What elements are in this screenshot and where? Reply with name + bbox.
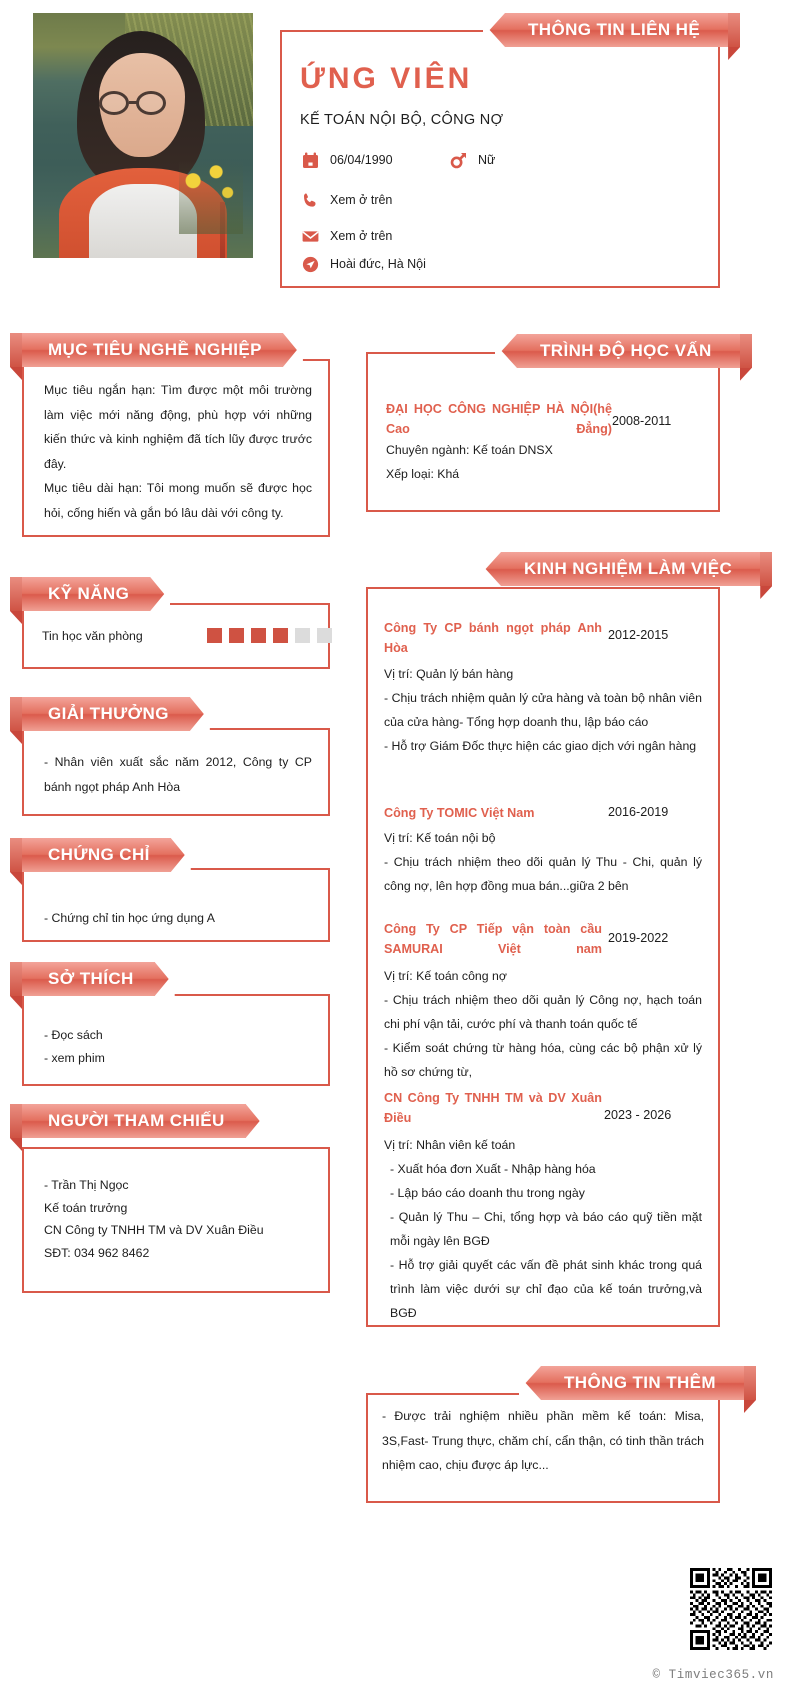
experience-period: 2012-2015 — [608, 628, 669, 642]
experience-duty: - Kiểm soát chứng từ hàng hóa, cùng các bộ phận xử lý hồ sơ chứng từ, — [384, 1040, 702, 1079]
awards-title: GIẢI THƯỞNG — [48, 704, 169, 723]
hobby-item: - xem phim — [44, 1050, 105, 1065]
contact-title: THÔNG TIN LIÊN HỆ — [528, 20, 701, 39]
experience-period: 2023 - 2026 — [604, 1108, 672, 1122]
reference-phone: SĐT: 034 962 8462 — [44, 1246, 150, 1261]
certificates-box — [22, 868, 330, 942]
experience-duty: - Chịu trách nhiệm theo dõi quản lý Công nợ, hạch toán chi phí vận tải, cước phí và thanh toán quốc tế — [384, 992, 702, 1031]
references-title-ribbon — [22, 1104, 265, 1138]
experience-header — [480, 552, 760, 586]
hobbies-body — [44, 1024, 312, 1069]
education-school: ĐẠI HỌC CÔNG NGHIỆP HÀ NỘI(hệ Cao Đẳng) — [386, 402, 612, 436]
reference-company: CN Công ty TNHH TM và DV Xuân Điều — [44, 1223, 264, 1238]
skills-header — [22, 577, 169, 611]
certificate-item: - Chứng chỉ tin học ứng dụng A — [44, 911, 215, 925]
experience-position: Vị trí: Kế toán nội bộ — [384, 831, 496, 845]
hobby-item: - Đọc sách — [44, 1028, 103, 1042]
birthday-row — [300, 150, 393, 170]
experience-company: Công Ty TOMIC Việt Nam — [384, 806, 535, 820]
gender-icon — [448, 150, 468, 170]
contact-header — [484, 13, 728, 47]
experience-entry — [384, 619, 602, 658]
experience-duty: - Hỗ trợ giải quyết các vấn đề phát sinh khác trong quá trình làm việc dưới sự chỉ đạo của kế toán trưởng,và BGĐ — [390, 1257, 702, 1320]
experience-detail — [384, 1134, 702, 1326]
experience-detail — [384, 663, 702, 759]
skill-dot — [229, 628, 244, 643]
education-grade: Xếp loại: Khá — [386, 467, 460, 481]
experience-duty: - Lập báo cáo doanh thu trong ngày — [390, 1185, 585, 1200]
location-send-icon — [300, 254, 320, 274]
experience-title-ribbon — [480, 552, 760, 586]
skill-level-dots — [207, 628, 332, 643]
contact-title-ribbon — [484, 13, 728, 47]
skill-dot — [317, 628, 332, 643]
email-value: Xem ở trên — [330, 229, 393, 243]
objective-title: MỤC TIÊU NGHỀ NGHIỆP — [48, 340, 262, 359]
education-entry — [386, 400, 612, 487]
education-period: 2008-2011 — [612, 414, 672, 428]
footer-credit: © Timviec365.vn — [652, 1668, 774, 1682]
references-title: NGƯỜI THAM CHIẾU — [48, 1111, 225, 1130]
experience-period: 2016-2019 — [608, 805, 669, 819]
skills-title-ribbon — [22, 577, 169, 611]
phone-icon — [300, 190, 320, 210]
objective-short-term: Mục tiêu ngắn hạn: Tìm được một môi trường làm việc mới năng động, phù hợp với những kiến thức và kinh nghiệm đã tích lũy được trước đây. — [44, 383, 312, 471]
address-row — [300, 254, 426, 274]
skill-dot — [207, 628, 222, 643]
education-title: TRÌNH ĐỘ HỌC VẤN — [540, 341, 712, 360]
skill-label: Tin học văn phòng — [42, 628, 143, 643]
experience-entry — [384, 804, 602, 824]
additional-item: - Được trải nghiệm nhiều phần mềm kế toán: Misa, 3S,Fast- Trung thực, chăm chí, cẩn thận, có tinh thần trách nhiệm cao, chịu được áp lực... — [382, 1409, 704, 1473]
candidate-name: ỨNG VIÊN — [300, 62, 473, 95]
reference-position: Kế toán trưởng — [44, 1200, 128, 1215]
experience-detail — [384, 827, 702, 899]
experience-position: Vị trí: Quản lý bán hàng — [384, 667, 514, 681]
experience-entry — [384, 920, 602, 959]
gender-value: Nữ — [478, 153, 496, 167]
experience-company: CN Công Ty TNHH TM và DV Xuân Điều — [384, 1091, 602, 1125]
experience-duty: - Hỗ trợ Giám Đốc thực hiện các giao dịch với ngân hàng — [384, 738, 697, 753]
experience-duty: - Chịu trách nhiệm theo dõi quản lý Thu - Chi, quản lý công nợ, lên hợp đồng mua bán...giữa 2 bên — [384, 854, 702, 893]
certificates-header — [22, 838, 190, 872]
objective-title-ribbon — [22, 333, 302, 367]
award-item: - Nhân viên xuất sắc năm 2012, Công ty CP bánh ngọt pháp Anh Hòa — [44, 755, 312, 794]
references-body — [44, 1174, 322, 1265]
hobbies-title-ribbon — [22, 962, 174, 996]
skill-item — [42, 628, 332, 643]
awards-title-ribbon — [22, 697, 209, 731]
awards-body — [44, 750, 312, 799]
additional-body — [382, 1404, 704, 1478]
certificates-body — [44, 906, 312, 931]
calendar-icon — [300, 150, 320, 170]
experience-position: Vị trí: Nhân viên kế toán — [384, 1138, 516, 1152]
hobbies-title: SỞ THÍCH — [48, 969, 134, 988]
experience-period: 2019-2022 — [608, 931, 669, 945]
phone-row — [300, 190, 392, 210]
experience-position: Vị trí: Kế toán công nợ — [384, 969, 507, 983]
hobbies-header — [22, 962, 174, 996]
skills-title: KỸ NĂNG — [48, 584, 130, 603]
experience-duty: - Xuất hóa đơn Xuất - Nhập hàng hóa — [390, 1161, 596, 1176]
experience-duty: - Quản lý Thu – Chi, tổng hợp và báo cáo quỹ tiền mặt mỗi ngày lên BGĐ — [390, 1209, 702, 1248]
education-header — [496, 334, 740, 368]
envelope-icon — [300, 226, 320, 246]
additional-header — [520, 1366, 744, 1400]
gender-row — [448, 150, 495, 170]
certificates-title-ribbon — [22, 838, 190, 872]
education-major: Chuyên ngành: Kế toán DNSX — [386, 443, 553, 458]
experience-company: Công Ty CP Tiếp vận toàn cầu SAMURAI Việt nam — [384, 922, 602, 956]
additional-title-ribbon — [520, 1366, 744, 1400]
skill-dot — [273, 628, 288, 643]
qr-code — [690, 1568, 772, 1650]
candidate-job-title: KẾ TOÁN NỘI BỘ, CÔNG NỢ — [300, 112, 504, 128]
education-title-ribbon — [496, 334, 740, 368]
objective-long-term: Mục tiêu dài hạn: Tôi mong muốn sẽ được học hỏi, cống hiến và gắn bó lâu dài với công ty. — [44, 481, 312, 520]
birthday-value: 06/04/1990 — [330, 153, 393, 167]
objective-header — [22, 333, 302, 367]
experience-company: Công Ty CP bánh ngọt pháp Anh Hòa — [384, 621, 602, 655]
address-value: Hoài đức, Hà Nội — [330, 257, 426, 271]
experience-duty: - Chịu trách nhiệm quản lý cửa hàng và toàn bộ nhân viên của cửa hàng- Tổng hợp doanh thu, lập báo cáo — [384, 690, 702, 729]
awards-header — [22, 697, 209, 731]
experience-detail — [384, 965, 702, 1085]
candidate-photo — [33, 13, 253, 258]
skill-dot — [251, 628, 266, 643]
objective-body — [44, 378, 312, 526]
phone-value: Xem ở trên — [330, 193, 393, 207]
reference-name: - Trần Thị Ngọc — [44, 1178, 129, 1192]
experience-entry — [384, 1089, 602, 1128]
additional-title: THÔNG TIN THÊM — [564, 1373, 716, 1392]
email-row — [300, 226, 392, 246]
references-header — [22, 1104, 265, 1138]
skill-dot — [295, 628, 310, 643]
experience-title: KINH NGHIỆM LÀM VIỆC — [524, 559, 733, 578]
certificates-title: CHỨNG CHỈ — [48, 845, 150, 864]
